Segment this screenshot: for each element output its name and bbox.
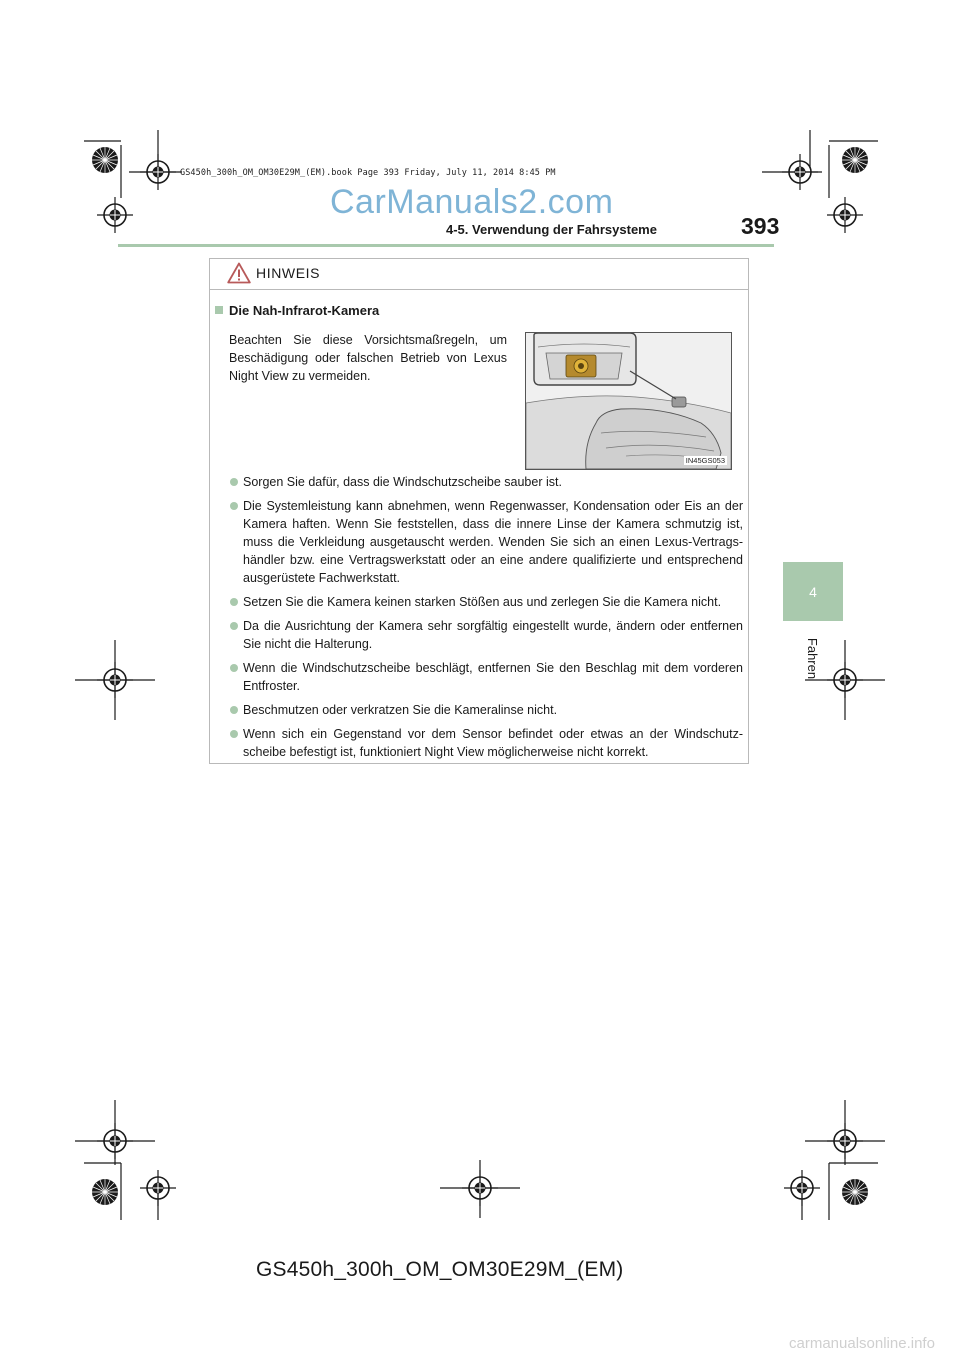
footer-watermark[interactable]: carmanualsonline.info	[789, 1335, 935, 1352]
windshield-camera-drawing	[526, 333, 731, 469]
notice-title: HINWEIS	[256, 265, 321, 281]
illustration-code: IN45GS053	[685, 456, 725, 465]
list-item: Wenn die Windschutzscheibe beschlägt, entfernen Sie den Beschlag mit dem vorderen Entfroster.	[222, 659, 743, 695]
notice-box	[209, 258, 749, 764]
watermark-logo[interactable]: CarManuals2.com	[330, 183, 614, 221]
header-rule	[118, 244, 774, 247]
list-item: Da die Ausrichtung der Kamera sehr sorgfältig eingestellt wurde, ändern oder entfernen Sie nicht die Halterung.	[222, 617, 743, 653]
chapter-number: 4	[809, 583, 817, 600]
list-item: Beschmutzen oder verkratzen Sie die Kameralinse nicht.	[222, 701, 743, 719]
square-bullet-icon	[215, 306, 223, 314]
chapter-tab[interactable]	[783, 562, 843, 621]
footer-document-code: GS450h_300h_OM_OM30E29M_(EM)	[256, 1258, 624, 1281]
list-item: Sorgen Sie dafür, dass die Windschutzscheibe sauber ist.	[222, 473, 743, 491]
notice-subheading	[215, 303, 379, 318]
notice-intro: Beachten Sie diese Vorsichtsmaßregeln, um Beschädigung oder falschen Betrieb von Lexus Night View zu vermeiden.	[229, 333, 507, 383]
page-number: 393	[741, 213, 780, 239]
chapter-label-text: Fahren	[805, 637, 821, 679]
list-item: Wenn sich ein Gegenstand vor dem Sensor befindet oder etwas an der Windschutz-scheibe befestigt ist, funktioniert Night View möglicherweise nicht korrekt.	[222, 725, 743, 761]
camera-illustration	[525, 332, 732, 470]
notice-subheading-text: Die Nah-Infrarot-Kamera	[229, 303, 380, 318]
chapter-label	[800, 628, 826, 688]
section-title: 4-5. Verwendung der Fahrsysteme	[446, 222, 657, 237]
list-item: Setzen Sie die Kamera keinen starken Stößen aus und zerlegen Sie die Kamera nicht.	[222, 593, 743, 611]
list-item: Die Systemleistung kann abnehmen, wenn Regenwasser, Kondensation oder Eis an der Kamera haften. Wenn Sie feststellen, dass die innere Linse der Kamera schmutzig ist, muss die Verkleidung ausgetauscht werden. Wenden Sie sich an einen Lexus-Vertrags-händler bzw. eine Vertragswerkstatt oder an eine andere qualifizierte und entsprechend ausgerüstete Fachwerkstatt.	[222, 497, 743, 587]
book-file-line: GS450h_300h_OM_OM30E29M_(EM).book Page 393 Friday, July 11, 2014 8:45 PM	[180, 168, 556, 178]
warning-triangle-icon	[227, 262, 251, 284]
notice-bullet-list	[222, 473, 743, 767]
notice-header	[210, 259, 748, 290]
